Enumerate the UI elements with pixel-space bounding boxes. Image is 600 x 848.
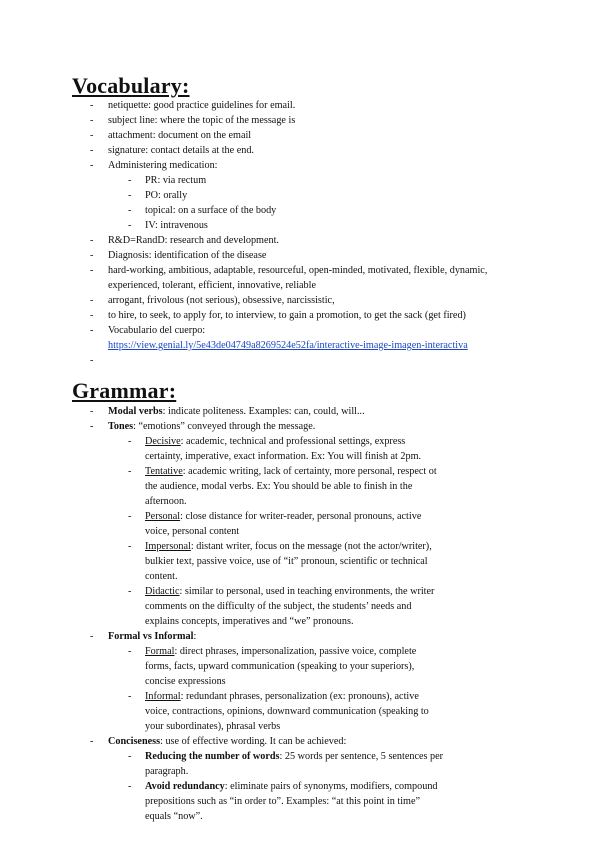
sub-list-item bbox=[0, 434, 522, 464]
term: Formal vs Informal bbox=[108, 631, 194, 642]
sub-list-item bbox=[0, 749, 522, 779]
definition: : close distance for writer-reader, personal pronouns, active voice, personal content bbox=[145, 511, 422, 537]
term: Impersonal bbox=[145, 541, 191, 552]
term: Reducing the number of words bbox=[145, 751, 280, 762]
definition: : 25 words per sentence, 5 sentences per paragraph. bbox=[145, 751, 444, 777]
formal-sublist bbox=[108, 644, 522, 734]
term: Conciseness bbox=[108, 736, 161, 747]
sub-list-item bbox=[0, 584, 522, 629]
term: Tones bbox=[108, 421, 134, 432]
term: Formal bbox=[145, 646, 175, 657]
sub-list-item bbox=[0, 689, 522, 734]
sub-list-item: - IV: intravenous bbox=[0, 218, 522, 233]
list-item bbox=[0, 404, 600, 419]
sub-list-item bbox=[0, 509, 522, 539]
term: Avoid redundancy bbox=[145, 781, 225, 792]
list-item: - arrogant, frivolous (not serious), obsessive, narcissistic, bbox=[0, 293, 600, 308]
list-item: - netiquette: good practice guidelines for email. bbox=[0, 98, 600, 113]
tones-sublist bbox=[108, 434, 522, 629]
term: Decisive bbox=[145, 436, 181, 447]
list-item: - to hire, to seek, to apply for, to interview, to gain a promotion, to get the sack (get fired) bbox=[0, 308, 600, 323]
term: Modal verbs bbox=[108, 406, 163, 417]
vocabulary-list bbox=[0, 98, 600, 368]
definition: : use of effective wording. It can be achieved: bbox=[160, 736, 347, 747]
definition: : redundant phrases, personalization (ex: pronouns), active voice, contractions, opinions, downward communication (speaking to your subordinates), phrasal verbs bbox=[145, 691, 429, 732]
definition: : “emotions” conveyed through the message. bbox=[133, 421, 316, 432]
list-item: - signature: contact details at the end. bbox=[0, 143, 600, 158]
sub-list-item bbox=[0, 539, 522, 584]
list-item bbox=[0, 419, 600, 629]
conciseness-sublist bbox=[108, 749, 522, 824]
list-item bbox=[0, 158, 600, 233]
grammar-heading: Grammar: bbox=[72, 378, 177, 403]
list-item-text: Administering medication: bbox=[108, 160, 218, 171]
list-item: - attachment: document on the email bbox=[0, 128, 600, 143]
empty-list-item bbox=[0, 353, 600, 368]
grammar-list bbox=[0, 404, 600, 824]
sub-list-item: - PR: via rectum bbox=[0, 173, 522, 188]
genially-link[interactable]: https://view.genial.ly/5e43de04749a8269524e52fa/interactive-image-imagen-interactiva bbox=[108, 340, 468, 351]
definition: : eliminate pairs of synonyms, modifiers, compound prepositions such as “in order to”. Examples: “at this point in time” equals “now”. bbox=[145, 781, 438, 822]
sub-list-item bbox=[0, 464, 522, 509]
list-item: - Diagnosis: identification of the disease bbox=[0, 248, 600, 263]
list-item: - R&D=RandD: research and development. bbox=[0, 233, 600, 248]
sub-list-item: - PO: orally bbox=[0, 188, 522, 203]
definition: : direct phrases, impersonalization, passive voice, complete forms, facts, upward communication (speaking to your superiors), concise expressions bbox=[145, 646, 417, 687]
list-item: - subject line: where the topic of the message is bbox=[0, 113, 600, 128]
definition: : indicate politeness. Examples: can, could, will... bbox=[162, 406, 365, 417]
term: Tentative bbox=[145, 466, 183, 477]
term: Personal bbox=[145, 511, 181, 522]
sub-list-item bbox=[0, 779, 522, 824]
list-item-text: Vocabulario del cuerpo: bbox=[108, 325, 206, 336]
list-item: - hard-working, ambitious, adaptable, resourceful, open-minded, motivated, flexible, dynamic, experienced, tolerant, efficient, innovative, reliable bbox=[0, 263, 600, 293]
sub-list-item bbox=[0, 644, 522, 689]
list-item bbox=[0, 734, 600, 824]
sub-list-item: - topical: on a surface of the body bbox=[0, 203, 522, 218]
term: Informal bbox=[145, 691, 181, 702]
definition: : academic, technical and professional settings, express certainty, imperative, exact information. Ex: You will finish at 2pm. bbox=[145, 436, 422, 462]
term: Didactic bbox=[145, 586, 180, 597]
definition: : bbox=[193, 631, 197, 642]
definition: : academic writing, lack of certainty, more personal, respect ot the audience, modal verbs. Ex: You should be able to finish in the afternoon. bbox=[145, 466, 437, 507]
definition: : distant writer, focus on the message (not the actor/writer), bulkier text, passive voice, use of “it” pronoun, scientific or technical content. bbox=[145, 541, 432, 582]
medication-sublist bbox=[108, 173, 522, 233]
vocabulary-heading: Vocabulary: bbox=[72, 73, 190, 98]
list-item bbox=[0, 323, 600, 353]
definition: : similar to personal, used in teaching environments, the writer comments on the difficulty of the subject, the students’ needs and explains concepts, imperatives and “we” pronouns. bbox=[145, 586, 435, 627]
list-item bbox=[0, 629, 600, 734]
